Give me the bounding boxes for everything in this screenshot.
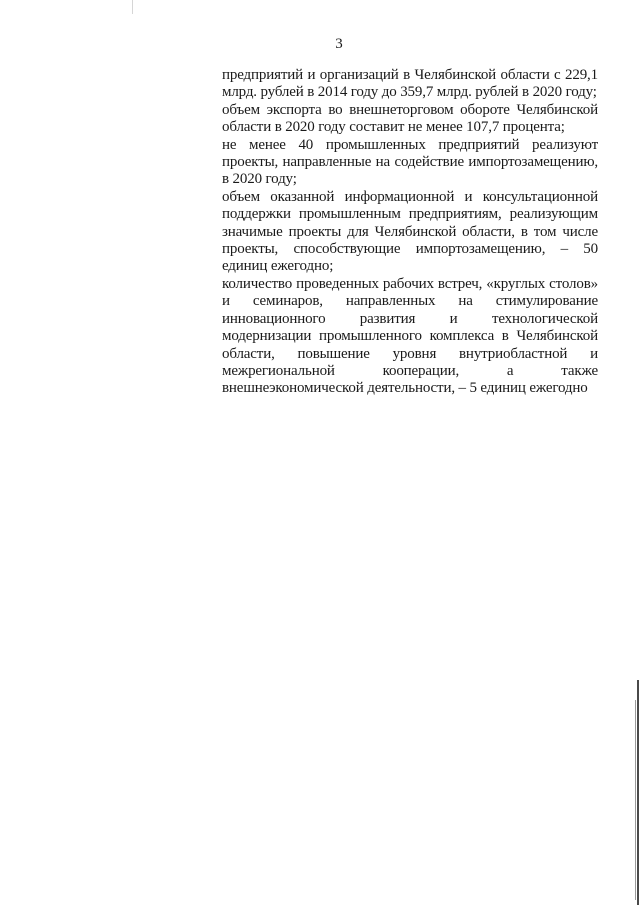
- paragraph-consulting-support: объем оказанной информационной и консультационной поддержки промышленным предприятиям, реализующим значимые проекты для Челябинской области, в том числе проекты, способствующие импортозамещению, – 50 единиц ежегодно;: [222, 188, 598, 275]
- paragraph-import-substitution-projects: не менее 40 промышленных предприятий реализуют проекты, направленные на содействие импортозамещению, в 2020 году;: [222, 136, 598, 188]
- scan-edge-mark: [132, 0, 133, 14]
- scan-edge-shadow: [637, 680, 639, 905]
- page-number: 3: [335, 36, 343, 52]
- scan-edge-shadow-thin: [635, 700, 636, 900]
- paragraph-meetings-seminars: количество проведенных рабочих встреч, «круглых столов» и семинаров, направленных на стимулирование инновационного развития и технологической модернизации промышленного комплекса в Челябинской области, повышение уровня внутриобластной и межрегиональной кооперации, а также внешнеэкономической деятельности, – 5 единиц ежегодно: [222, 275, 598, 397]
- paragraph-export-volume: объем экспорта во внешнеторговом обороте Челябинской области в 2020 году составит не менее 107,7 процента;: [222, 101, 598, 136]
- document-body: [222, 67, 598, 398]
- paragraph-industrial-output: предприятий и организаций в Челябинской области с 229,1 млрд. рублей в 2014 году до 359,7 млрд. рублей в 2020 году;: [222, 67, 598, 101]
